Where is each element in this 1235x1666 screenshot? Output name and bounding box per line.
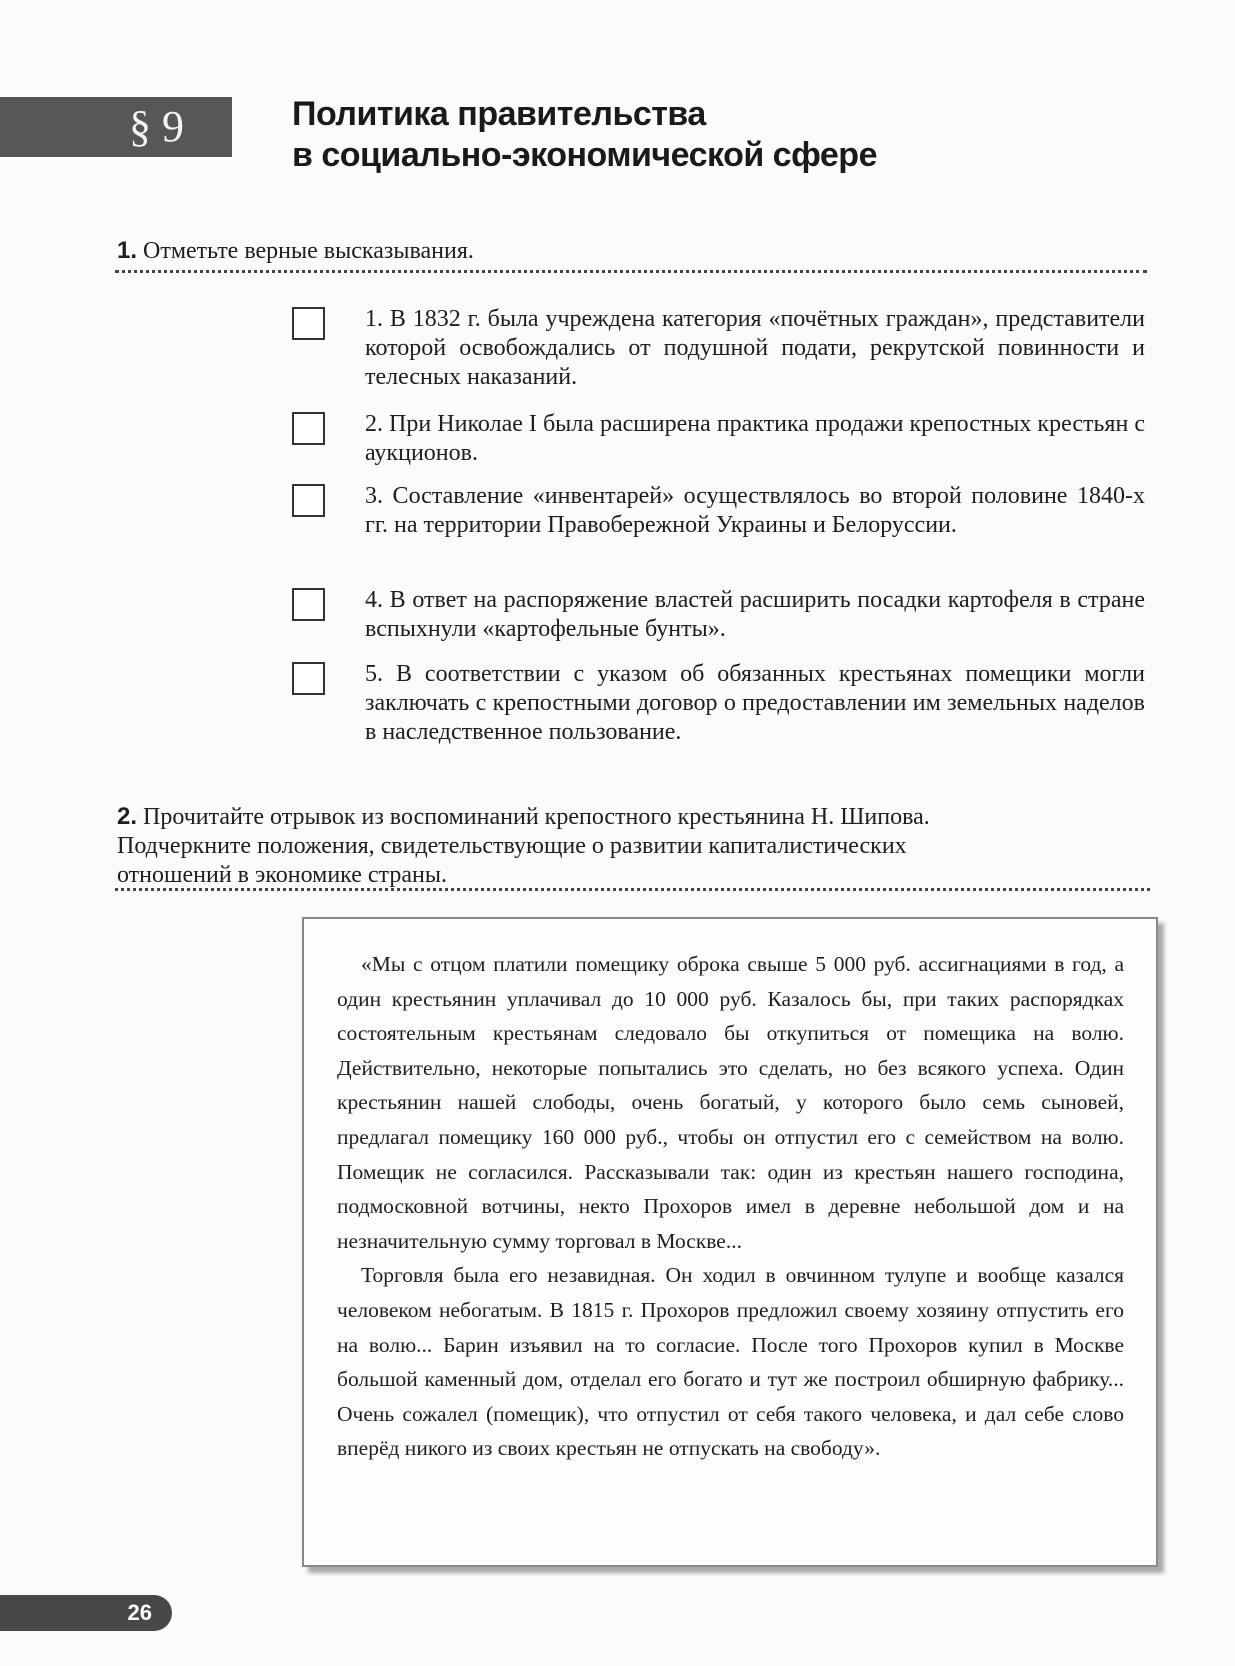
statement-checkbox[interactable] <box>292 588 325 621</box>
paragraph-number-badge: § 9 <box>0 97 232 157</box>
statement-checkbox[interactable] <box>292 662 325 695</box>
statement-checkbox[interactable] <box>292 484 325 517</box>
title-line-1: Политика правительства <box>292 95 706 133</box>
excerpt-paragraph: «Мы с отцом платили помещику оброка свыше 5 000 руб. ассигнациями в год, а один крестьянин уплачивал до 10 000 руб. Казалось бы, при таких распорядках состоятельным крестьянам следовало бы откупиться от помещика на волю. Действительно, некоторые попытались это сделать, но без всякого успеха. Один крестьянин нашей слободы, очень богатый, у которого было семь сыновей, предлагал помещику 160 000 руб., чтобы он отпустил его с семейством на волю. Помещик не согласился. Рассказывали так: один из крестьян нашего господина, подмосковной вотчины, некто Прохоров имел в деревне небольшой дом и на незначительную сумму торговал в Москве... <box>337 952 1124 1253</box>
statement-item <box>292 660 1145 747</box>
excerpt-paragraph: Торговля была его незавидная. Он ходил в овчинном тулупе и вообще казался человеком небогатым. В 1815 г. Прохоров предложил своему хозяину отпустить его на волю... Барин изъявил на то согласие. После того Прохоров купил в Москве большой каменный дом, отделал его богато и тут же построил обширную фабрику... Очень сожалел (помещик), что отпустил от себя такого человека, и дал себе слово вперёд никого из своих крестьян не отпускать на свободу». <box>337 1263 1124 1461</box>
statement-text: 3. Составление «инвентарей» осуществлялось во второй половине 1840-х гг. на территории Правобережной Украины и Белоруссии. <box>365 483 1145 538</box>
task1-heading <box>117 236 474 266</box>
task2-instruction: Прочитайте отрывок из воспоминаний крепостного крестьянина Н. Шипова. Подчеркните положения, свидетельствующие о развитии капиталистических отношений в экономике страны. <box>117 804 930 888</box>
task1-number: 1. <box>117 237 138 264</box>
statement-text: 5. В соответствии с указом об обязанных крестьянах помещики могли заключать с крепостными договор о предоставлении им земельных наделов в наследственное пользование. <box>365 661 1145 745</box>
statement-item <box>292 586 1145 644</box>
statement-item <box>292 482 1145 540</box>
task2-heading <box>117 802 977 890</box>
statement-text: 4. В ответ на распоряжение властей расширить посадки картофеля в стране вспыхнули «картофельные бунты». <box>365 587 1145 642</box>
task1-instruction: Отметьте верные высказывания. <box>143 238 474 264</box>
source-excerpt-box <box>302 917 1158 1567</box>
statement-text: 1. В 1832 г. была учреждена категория «почётных граждан», представители которой освобождались от подушной подати, рекрутской повинности и телесных наказаний. <box>365 306 1145 390</box>
statement-checkbox[interactable] <box>292 412 325 445</box>
statement-checkbox[interactable] <box>292 307 325 340</box>
task2-number: 2. <box>117 803 138 830</box>
statement-text: 2. При Николае I была расширена практика продажи крепостных крестьян с аукционов. <box>365 411 1145 466</box>
title-line-2: в социально-экономической сфере <box>292 136 877 174</box>
divider-dotted <box>115 888 1150 891</box>
statement-item <box>292 410 1145 468</box>
statement-item <box>292 305 1145 392</box>
page-number: 26 <box>0 1595 172 1631</box>
page-title <box>292 94 1192 176</box>
divider-dotted <box>115 270 1147 273</box>
